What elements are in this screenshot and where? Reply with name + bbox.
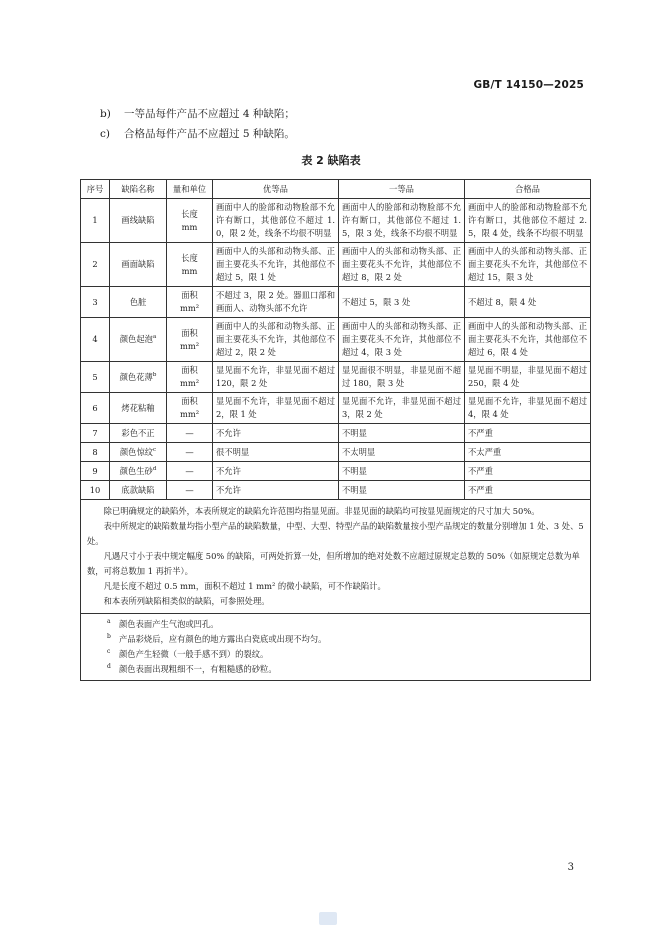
note-paragraph: 和本表所列缺陷相类似的缺陷，可参照处理。: [103, 596, 270, 606]
cell-unit: —: [167, 424, 213, 443]
cell-qualified: 不严重: [465, 481, 591, 500]
cell-unit: —: [167, 443, 213, 462]
cell-premium: 不允许: [213, 462, 339, 481]
footnote-ref: b: [152, 371, 157, 378]
note-paragraph: 凡是长度不超过 0.5 mm，面积不超过 1 mm² 的微小缺陷，可不作缺陷计。: [103, 581, 386, 591]
header-first-grade: 一等品: [339, 180, 465, 199]
cell-premium: 画面中人的头部和动物头部、正面主要花头不允许，其他部位不超过 5，限 1 处: [213, 243, 339, 287]
note-paragraph: 表中所规定的缺陷数量均指小型产品的缺陷数量，中型、大型、特型产品的缺陷数量按小型产品规定的数量分别增加 1 处、3 处、5 处。: [87, 521, 584, 546]
cell-no: 3: [81, 287, 110, 318]
table-row: [81, 424, 591, 443]
cell-no: 10: [81, 481, 110, 500]
cell-defect-name: [110, 424, 167, 443]
footnote-ref: c: [153, 446, 157, 453]
cell-unit: 长度 mm: [167, 199, 213, 243]
defect-table: [80, 179, 591, 681]
cell-unit: 面积 mm²: [167, 318, 213, 362]
cell-premium: 显见面不允许，非显见面不超过 2，限 1 处: [213, 393, 339, 424]
table-row: [81, 481, 591, 500]
footnote: [87, 617, 584, 632]
footnote-text: 颜色产生轻微（一般手感不到）的裂纹。: [119, 649, 269, 659]
cell-no: 2: [81, 243, 110, 287]
defect-name-text: 颜色起泡: [119, 334, 153, 344]
cell-qualified: 不严重: [465, 462, 591, 481]
defect-name-text: 色脏: [129, 296, 147, 307]
cell-no: 1: [81, 199, 110, 243]
cell-premium: 不超过 3，限 2 处。器皿口部和画面人、动物头部不允许: [213, 287, 339, 318]
cell-no: 9: [81, 462, 110, 481]
table-row: [81, 393, 591, 424]
table-row: [81, 287, 591, 318]
footnote-mark: a: [107, 618, 111, 625]
footnote: [87, 632, 584, 647]
footnote-ref: a: [152, 334, 157, 341]
cell-unit: 面积 mm²: [167, 393, 213, 424]
table-footnotes: [81, 614, 591, 681]
footnote: [87, 662, 584, 677]
cell-premium: 很不明显: [213, 443, 339, 462]
table-row: [81, 318, 591, 362]
cell-unit: —: [167, 462, 213, 481]
cell-first: 不明显: [339, 481, 465, 500]
cell-first: 画面中人的头部和动物头部、正面主要花头不允许，其他部位不超过 8，限 2 处: [339, 243, 465, 287]
cell-premium: 不允许: [213, 424, 339, 443]
cell-first: 画面中人的头部和动物头部、正面主要花头不允许，其他部位不超过 4，限 3 处: [339, 318, 465, 362]
cell-no: 5: [81, 362, 110, 393]
clause-c: [100, 127, 295, 141]
cell-defect-name: [110, 481, 167, 500]
header-no: 序号: [81, 180, 110, 199]
footnote-ref: d: [152, 465, 157, 472]
cell-defect-name: [110, 443, 167, 462]
clause-label: c): [100, 128, 110, 140]
defect-name-text: 彩色不正: [121, 427, 155, 438]
defect-name-text: 画面缺陷: [121, 259, 155, 269]
cell-qualified: 显见面不允许，非显见面不超过 4，限 4 处: [465, 393, 591, 424]
cell-premium: 不允许: [213, 481, 339, 500]
cell-qualified: 画面中人的头部和动物头部、正面主要花头不允许，其他部位不超过 6，限 4 处: [465, 318, 591, 362]
clause-text: 合格品每件产品不应超过 5 种缺陷。: [124, 128, 295, 140]
cell-qualified: 画面中人的脸部和动物脸部不允许有断口，其他部位不超过 2.5，限 4 处，线条不均很不明显: [465, 199, 591, 243]
footnote-mark: d: [107, 663, 111, 670]
footnote-mark: c: [107, 648, 111, 655]
table-row: [81, 462, 591, 481]
defect-name-text: 颜色花薄: [119, 371, 153, 382]
cell-defect-name: [110, 462, 167, 481]
cell-qualified: 不超过 8，限 4 处: [465, 287, 591, 318]
table-row: [81, 199, 591, 243]
clause-text: 一等品每件产品不应超过 4 种缺陷；: [124, 108, 295, 120]
cell-defect-name: [110, 287, 167, 318]
header-defect-name: 缺陷名称: [110, 180, 167, 199]
defect-name-text: 底款缺陷: [121, 484, 155, 495]
cell-first: 画面中人的脸部和动物脸部不允许有断口，其他部位不超过 1.5，限 3 处，线条不均很不明显: [339, 199, 465, 243]
cell-premium: 画面中人的脸部和动物脸部不允许有断口，其他部位不超过 1.0，限 2 处，线条不均很不明显: [213, 199, 339, 243]
defect-name-text: 烤花粘釉: [121, 402, 155, 413]
defect-name-text: 颜色生砂: [119, 465, 153, 476]
clause-label: b): [100, 108, 111, 120]
cell-defect-name: [110, 199, 167, 243]
cell-qualified: 显见面不明显，非显见面不超过 250，限 4 处: [465, 362, 591, 393]
cell-first: 显见面很不明显，非显见面不超过 180，限 3 处: [339, 362, 465, 393]
cell-qualified: 不严重: [465, 424, 591, 443]
cell-first: 不太明显: [339, 443, 465, 462]
footnote-text: 颜色表面产生气泡或凹孔。: [119, 619, 219, 629]
cell-unit: 面积 mm²: [167, 362, 213, 393]
table-header-row: [81, 180, 591, 199]
header-qualified-grade: 合格品: [465, 180, 591, 199]
table-caption: 表 2 缺陷表: [301, 154, 361, 167]
cell-no: 4: [81, 318, 110, 362]
cell-qualified: 不太严重: [465, 443, 591, 462]
cell-qualified: 画面中人的头部和动物头部、正面主要花头不允许，其他部位不超过 15，限 3 处: [465, 243, 591, 287]
cell-first: 不超过 5，限 3 处: [339, 287, 465, 318]
cell-unit: 长度 mm: [167, 243, 213, 287]
footnote-text: 颜色表面出现粗细不一，有粗糙感的砂粒。: [119, 664, 277, 674]
header-unit: 量和单位: [167, 180, 213, 199]
cell-unit: —: [167, 481, 213, 500]
table-row: [81, 443, 591, 462]
footnote: [87, 647, 584, 662]
cell-first: 显见面不允许，非显见面不超过 3，限 2 处: [339, 393, 465, 424]
cell-premium: 画面中人的头部和动物头部、正面主要花头不允许，其他部位不超过 2，限 2 处: [213, 318, 339, 362]
cell-defect-name: [110, 243, 167, 287]
footnote-mark: b: [107, 633, 111, 640]
scroll-indicator-icon: [319, 912, 337, 925]
table-notes: [81, 500, 591, 614]
note-paragraph: 除已明确规定的缺陷外，本表所规定的缺陷允许范围均指显见面。非显见面的缺陷均可按显见面规定的尺寸加大 50%。: [103, 506, 540, 516]
note-paragraph: 凡遇尺寸小于表中规定幅度 50% 的缺陷，可两处折算一处，但所增加的绝对处数不应超过原规定总数的 50%（如原规定总数为单数，可将总数加 1 再折半）。: [87, 551, 580, 576]
page-number: 3: [567, 862, 574, 873]
cell-defect-name: [110, 362, 167, 393]
cell-first: 不明显: [339, 424, 465, 443]
cell-no: 6: [81, 393, 110, 424]
cell-defect-name: [110, 318, 167, 362]
footnote-text: 产品彩烧后，应有颜色的地方露出白瓷底或出现不均匀。: [119, 634, 327, 644]
cell-unit: 面积 mm²: [167, 287, 213, 318]
table-row: [81, 243, 591, 287]
clause-b: [100, 107, 295, 121]
standard-number: GB/T 14150—2025: [473, 79, 584, 91]
cell-first: 不明显: [339, 462, 465, 481]
cell-premium: 显见面不允许，非显见面不超过 120，限 2 处: [213, 362, 339, 393]
table-row: [81, 362, 591, 393]
cell-no: 8: [81, 443, 110, 462]
defect-name-text: 画线缺陷: [121, 215, 155, 225]
defect-name-text: 颜色惊纹: [119, 446, 154, 457]
header-premium-grade: 优等品: [213, 180, 339, 199]
cell-defect-name: [110, 393, 167, 424]
cell-no: 7: [81, 424, 110, 443]
